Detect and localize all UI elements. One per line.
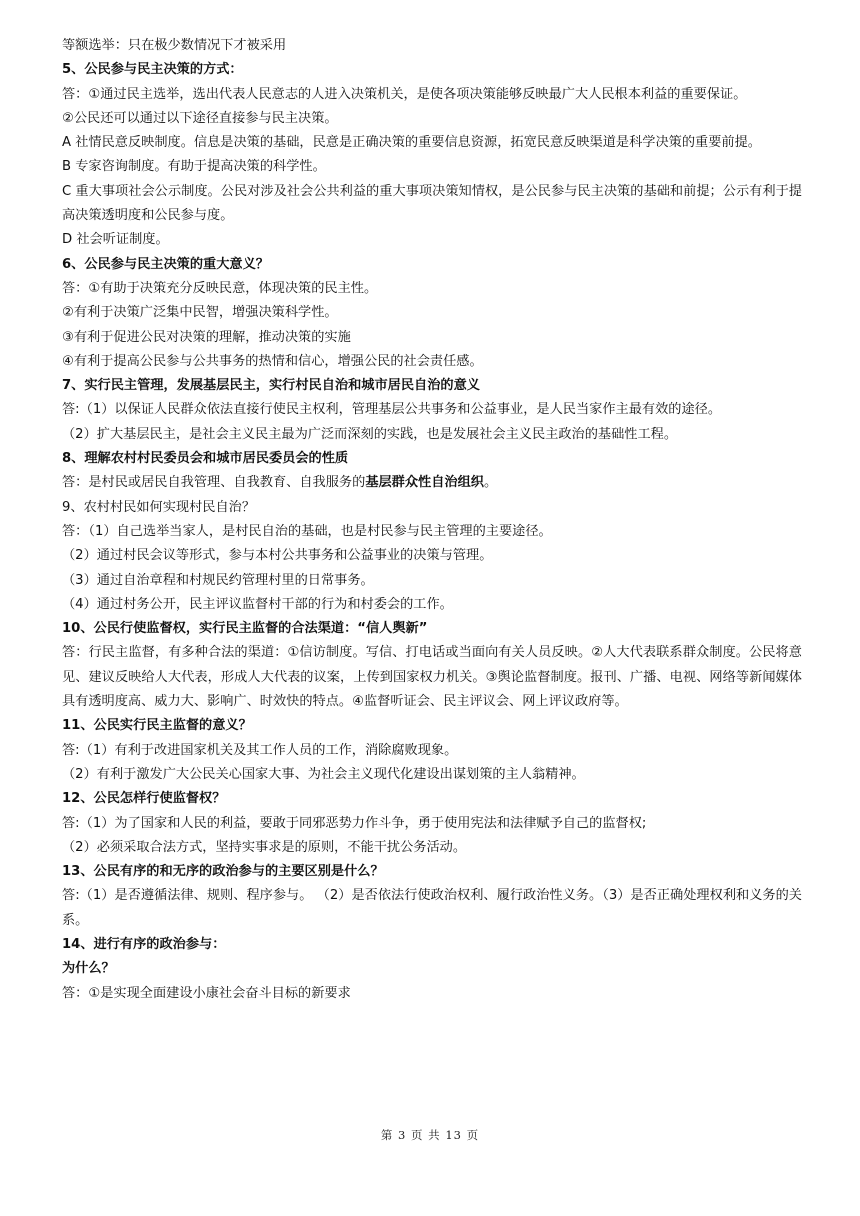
text-line: 答:（1）以保证人民群众依法直接行使民主权利，管理基层公共事务和公益事业，是人民当家作主最有效的途径。 (62, 402, 722, 418)
section-heading: 6、公民参与民主决策的重大意义？ (62, 256, 269, 272)
text-line (62, 471, 802, 495)
text-line: C 重大事项社会公示制度。公民对涉及社会公共利益的重大事项决策知情权，是公民参与民主决策的基础和前提；公示有利于提高决策透明度和公民参与度。 (62, 183, 802, 224)
emphasis-text: 基层群众性自治组织 (365, 475, 484, 491)
text-line: （2）必须采取合法方式，坚持实事求是的原则，不能干扰公务活动。 (62, 839, 467, 855)
text-line: （2）扩大基层民主，是社会主义民主最为广泛而深刻的实践，也是发展社会主义民主政治的基础性工程。 (62, 426, 678, 442)
text-line: （2）有利于激发广大公民关心国家大事、为社会主义现代化建设出谋划策的主人翁精神。 (62, 766, 585, 782)
text-line: （2）通过村民会议等形式，参与本村公共事务和公益事业的决策与管理。 (62, 548, 493, 564)
section-heading: 14、进行有序的政治参与： (62, 936, 226, 952)
text-line: 答：（1）自己选举当家人，是村民自治的基础，也是村民参与民主管理的主要途径。 (62, 523, 552, 539)
section-heading: 13、公民有序的和无序的政治参与的主要区别是什么？ (62, 864, 384, 880)
text-line: ④有利于提高公民参与公共事务的热情和信心，增强公民的社会责任感。 (62, 353, 483, 369)
answer-text: 答：是村民或居民自我管理、自我教育、自我服务的 (62, 475, 366, 491)
text-line: 答:（1）为了国家和人民的利益，要敢于同邪恶势力作斗争，勇于使用宪法和法律赋予自己的监督权; (62, 815, 647, 831)
section-heading: 8、理解农村村民委员会和城市居民委员会的性质 (62, 451, 349, 467)
section-heading: 5、公民参与民主决策的方式： (62, 62, 243, 78)
text-line: 等额选举：只在极少数情况下才被采用 (62, 38, 287, 53)
text-line: （3）通过自治章程和村规民约管理村里的日常事务。 (62, 572, 374, 588)
text-line: 答:（1）有利于改进国家机关及其工作人员的工作，消除腐败现象。 (62, 742, 458, 758)
section-heading: 11、公民实行民主监督的意义？ (62, 718, 252, 734)
text-line: D 社会听证制度。 (62, 232, 169, 248)
text-line: ③有利于促进公民对决策的理解，推动决策的实施 (62, 329, 351, 345)
section-heading: 12、公民怎样行使监督权？ (62, 791, 226, 807)
document-body (62, 34, 802, 1006)
text-line: 答:（1）是否遵循法律、规则、程序参与。 （2）是否依法行使政治权利、履行政治性义务。（3）是否正确处理权利和义务的关系。 (62, 888, 802, 928)
answer-text-end: 。 (484, 475, 498, 491)
text-line: A 社情民意反映制度。信息是决策的基础，民意是正确决策的重要信息资源，拓宽民意反映渠道是科学决策的重要前提。 (62, 135, 761, 151)
text-line: 答：①有助于决策充分反映民意，体现决策的民主性。 (62, 280, 378, 296)
text-line: B 专家咨询制度。有助于提高决策的科学性。 (62, 159, 326, 175)
text-line: 答：①是实现全面建设小康社会奋斗目标的新要求 (62, 985, 351, 1001)
text-line: （4）通过村务公开，民主评议监督村干部的行为和村委会的工作。 (62, 596, 453, 612)
sub-heading: 为什么？ (62, 961, 115, 977)
page-footer: 第 3 页 共 13 页 (380, 1128, 480, 1142)
section-heading: 7、实行民主管理，发展基层民主，实行村民自治和城市居民自治的意义 (62, 378, 480, 394)
text-line: 答：①通过民主选举，选出代表人民意志的人进入决策机关，是使各项决策能够反映最广大人民根本利益的重要保证。 (62, 86, 747, 102)
text-line: 答：行民主监督，有多种合法的渠道：①信访制度。写信、打电话或当面向有关人员反映。②人大代表联系群众制度。公民将意见、建议反映给人大代表，形成人大代表的议案，上传到国家权力机关。③舆论监督制度。报刊、广播、电视、网络等新闻媒体具有透明度高、威力大、影响广、时效快的特点。④监督听证会、民主评议会、网上评议政府等。 (62, 645, 802, 710)
section-heading: 10、公民行使监督权，实行民主监督的合法渠道：“信人舆新” (62, 621, 428, 637)
question-line: 9、农村村民如何实现村民自治？ (62, 499, 256, 515)
text-line: ②有利于决策广泛集中民智，增强决策科学性。 (62, 305, 338, 321)
text-line: ②公民还可以通过以下途径直接参与民主决策。 (62, 110, 338, 126)
